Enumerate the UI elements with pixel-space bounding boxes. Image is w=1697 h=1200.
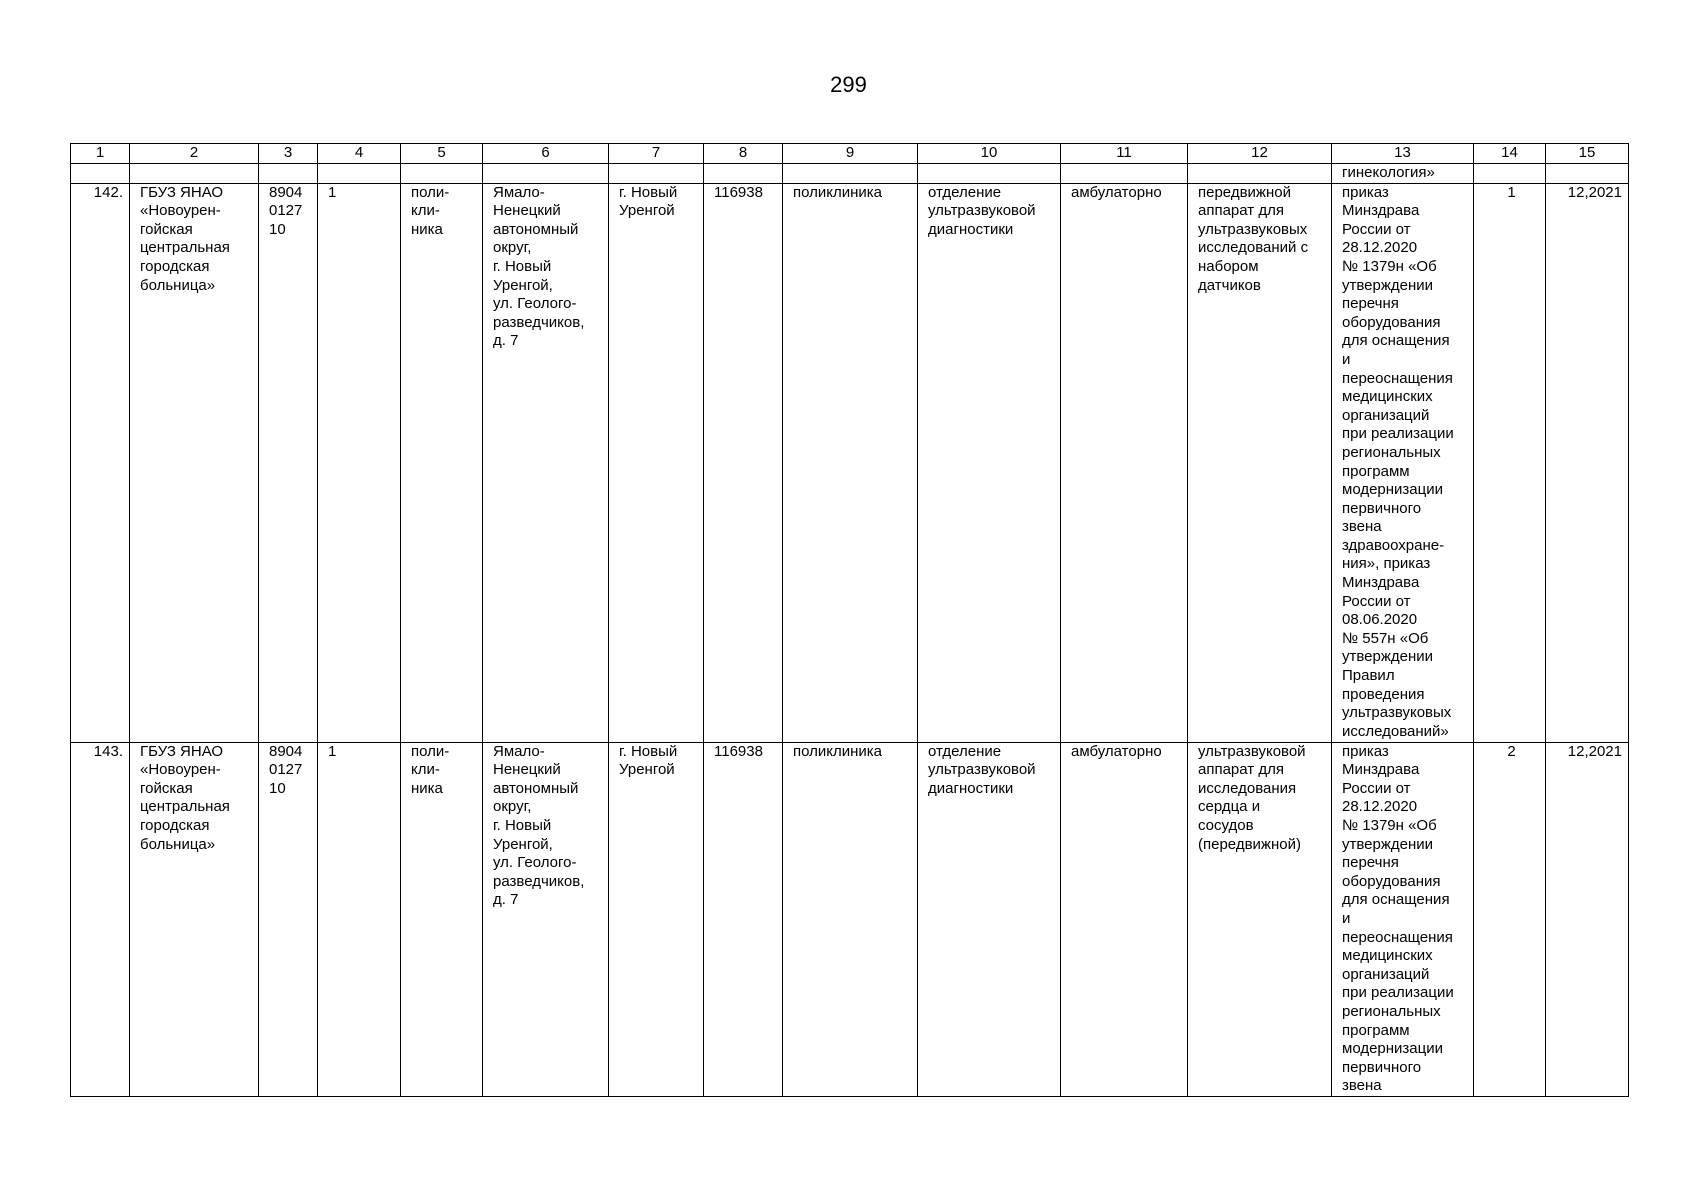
row-number-cell xyxy=(71,742,130,1096)
column-header: 11 xyxy=(1061,144,1188,164)
table-cell xyxy=(1474,164,1546,184)
column-header: 13 xyxy=(1332,144,1474,164)
department: отделение ультразвуковой диагностики xyxy=(928,742,1036,797)
table-row xyxy=(71,742,1629,1096)
table-cell xyxy=(483,164,609,184)
column-header: 1 xyxy=(71,144,130,164)
organization-cell xyxy=(130,742,259,1096)
equipment-name: передвижной аппарат для ультразвуковых исследований с набором датчиков xyxy=(1198,183,1309,294)
column-4-cell xyxy=(318,742,401,1096)
care-conditions: амбулаторно xyxy=(1071,742,1162,760)
facility-type-cell xyxy=(401,183,483,742)
column-header: 9 xyxy=(783,144,918,164)
row-number: 142. xyxy=(93,183,123,201)
column-header: 2 xyxy=(130,144,259,164)
continuation-row xyxy=(71,164,1629,184)
organization-code: 8904 0127 10 xyxy=(269,183,303,238)
date-cell xyxy=(1546,742,1629,1096)
subdivision: поликлиника xyxy=(793,742,883,760)
column-header: 7 xyxy=(609,144,704,164)
city-cell xyxy=(609,742,704,1096)
column-8-value: 116938 xyxy=(714,742,763,760)
table-cell xyxy=(609,164,704,184)
department-cell xyxy=(918,183,1061,742)
column-number-row xyxy=(71,144,1629,164)
column-header: 4 xyxy=(318,144,401,164)
column-8-cell xyxy=(704,742,783,1096)
basis-text: приказ Минздрава России от 28.12.2020 № 1379н «Об утверждении перечня оборудования для оснащения и переоснащения медицинских организаций при реализации региональных программ модернизации первичного звена xyxy=(1342,742,1454,1095)
column-header: 14 xyxy=(1474,144,1546,164)
page-number: 299 xyxy=(830,72,867,97)
quantity-cell xyxy=(1474,742,1546,1096)
table-cell xyxy=(401,164,483,184)
column-4-value: 1 xyxy=(328,183,337,201)
code-cell xyxy=(259,742,318,1096)
table-cell xyxy=(783,164,918,184)
basis-cell xyxy=(1332,183,1474,742)
table-cell xyxy=(318,164,401,184)
quantity: 2 xyxy=(1507,742,1516,760)
column-header: 10 xyxy=(918,144,1061,164)
address-cell xyxy=(483,742,609,1096)
equipment-cell xyxy=(1188,742,1332,1096)
city-cell xyxy=(609,183,704,742)
care-conditions-cell xyxy=(1061,742,1188,1096)
row-number: 143. xyxy=(93,742,123,760)
subdivision-cell xyxy=(783,183,918,742)
column-header: 5 xyxy=(401,144,483,164)
column-header: 3 xyxy=(259,144,318,164)
date: 12,2021 xyxy=(1567,183,1622,201)
quantity: 1 xyxy=(1507,183,1516,201)
equipment-name: ультразвуковой аппарат для исследования сердца и сосудов (передвижной) xyxy=(1198,742,1306,853)
subdivision: поликлиника xyxy=(793,183,883,201)
address: Ямало- Ненецкий автономный округ, г. Новый Уренгой, ул. Геолого- разведчиков, д. 7 xyxy=(493,742,585,909)
address-cell xyxy=(483,183,609,742)
equipment-cell xyxy=(1188,183,1332,742)
care-conditions: амбулаторно xyxy=(1071,183,1162,201)
column-4-cell xyxy=(318,183,401,742)
city: г. Новый Уренгой xyxy=(619,742,678,779)
basis-text: гинекология» xyxy=(1342,164,1435,181)
department-cell xyxy=(918,742,1061,1096)
basis-cell xyxy=(1332,164,1474,184)
table-row xyxy=(71,183,1629,742)
organization-code: 8904 0127 10 xyxy=(269,742,303,797)
date: 12,2021 xyxy=(1567,742,1622,760)
city: г. Новый Уренгой xyxy=(619,183,678,220)
code-cell xyxy=(259,183,318,742)
address: Ямало- Ненецкий автономный округ, г. Новый Уренгой, ул. Геолого- разведчиков, д. 7 xyxy=(493,183,585,350)
organization-name: ГБУЗ ЯНАО «Новоурен- гойская центральная городская больница» xyxy=(140,183,230,294)
department: отделение ультразвуковой диагностики xyxy=(928,183,1036,238)
table-cell xyxy=(918,164,1061,184)
table-cell xyxy=(1546,164,1629,184)
equipment-table xyxy=(70,143,1629,1097)
facility-type: поли- кли- ника xyxy=(411,183,450,238)
row-number-cell xyxy=(71,183,130,742)
facility-type-cell xyxy=(401,742,483,1096)
table-cell xyxy=(130,164,259,184)
table-cell xyxy=(1188,164,1332,184)
column-header: 12 xyxy=(1188,144,1332,164)
table-cell xyxy=(71,164,130,184)
facility-type: поли- кли- ника xyxy=(411,742,450,797)
table-cell xyxy=(704,164,783,184)
care-conditions-cell xyxy=(1061,183,1188,742)
column-header: 15 xyxy=(1546,144,1629,164)
basis-text: приказ Минздрава России от 28.12.2020 № 1379н «Об утверждении перечня оборудования для оснащения и переоснащения медицинских организаций при реализации региональных программ модернизации первичного звена здравоохране- ния», приказ Минздрава России от 08.06.2020 № 557н «Об утверждении Правил проведения ультразвуковых исследований» xyxy=(1342,183,1454,740)
date-cell xyxy=(1546,183,1629,742)
subdivision-cell xyxy=(783,742,918,1096)
organization-name: ГБУЗ ЯНАО «Новоурен- гойская центральная городская больница» xyxy=(140,742,230,853)
column-header: 8 xyxy=(704,144,783,164)
basis-cell xyxy=(1332,742,1474,1096)
table-cell xyxy=(259,164,318,184)
column-4-value: 1 xyxy=(328,742,337,760)
organization-cell xyxy=(130,183,259,742)
column-header: 6 xyxy=(483,144,609,164)
column-8-cell xyxy=(704,183,783,742)
quantity-cell xyxy=(1474,183,1546,742)
table-cell xyxy=(1061,164,1188,184)
column-8-value: 116938 xyxy=(714,183,763,201)
